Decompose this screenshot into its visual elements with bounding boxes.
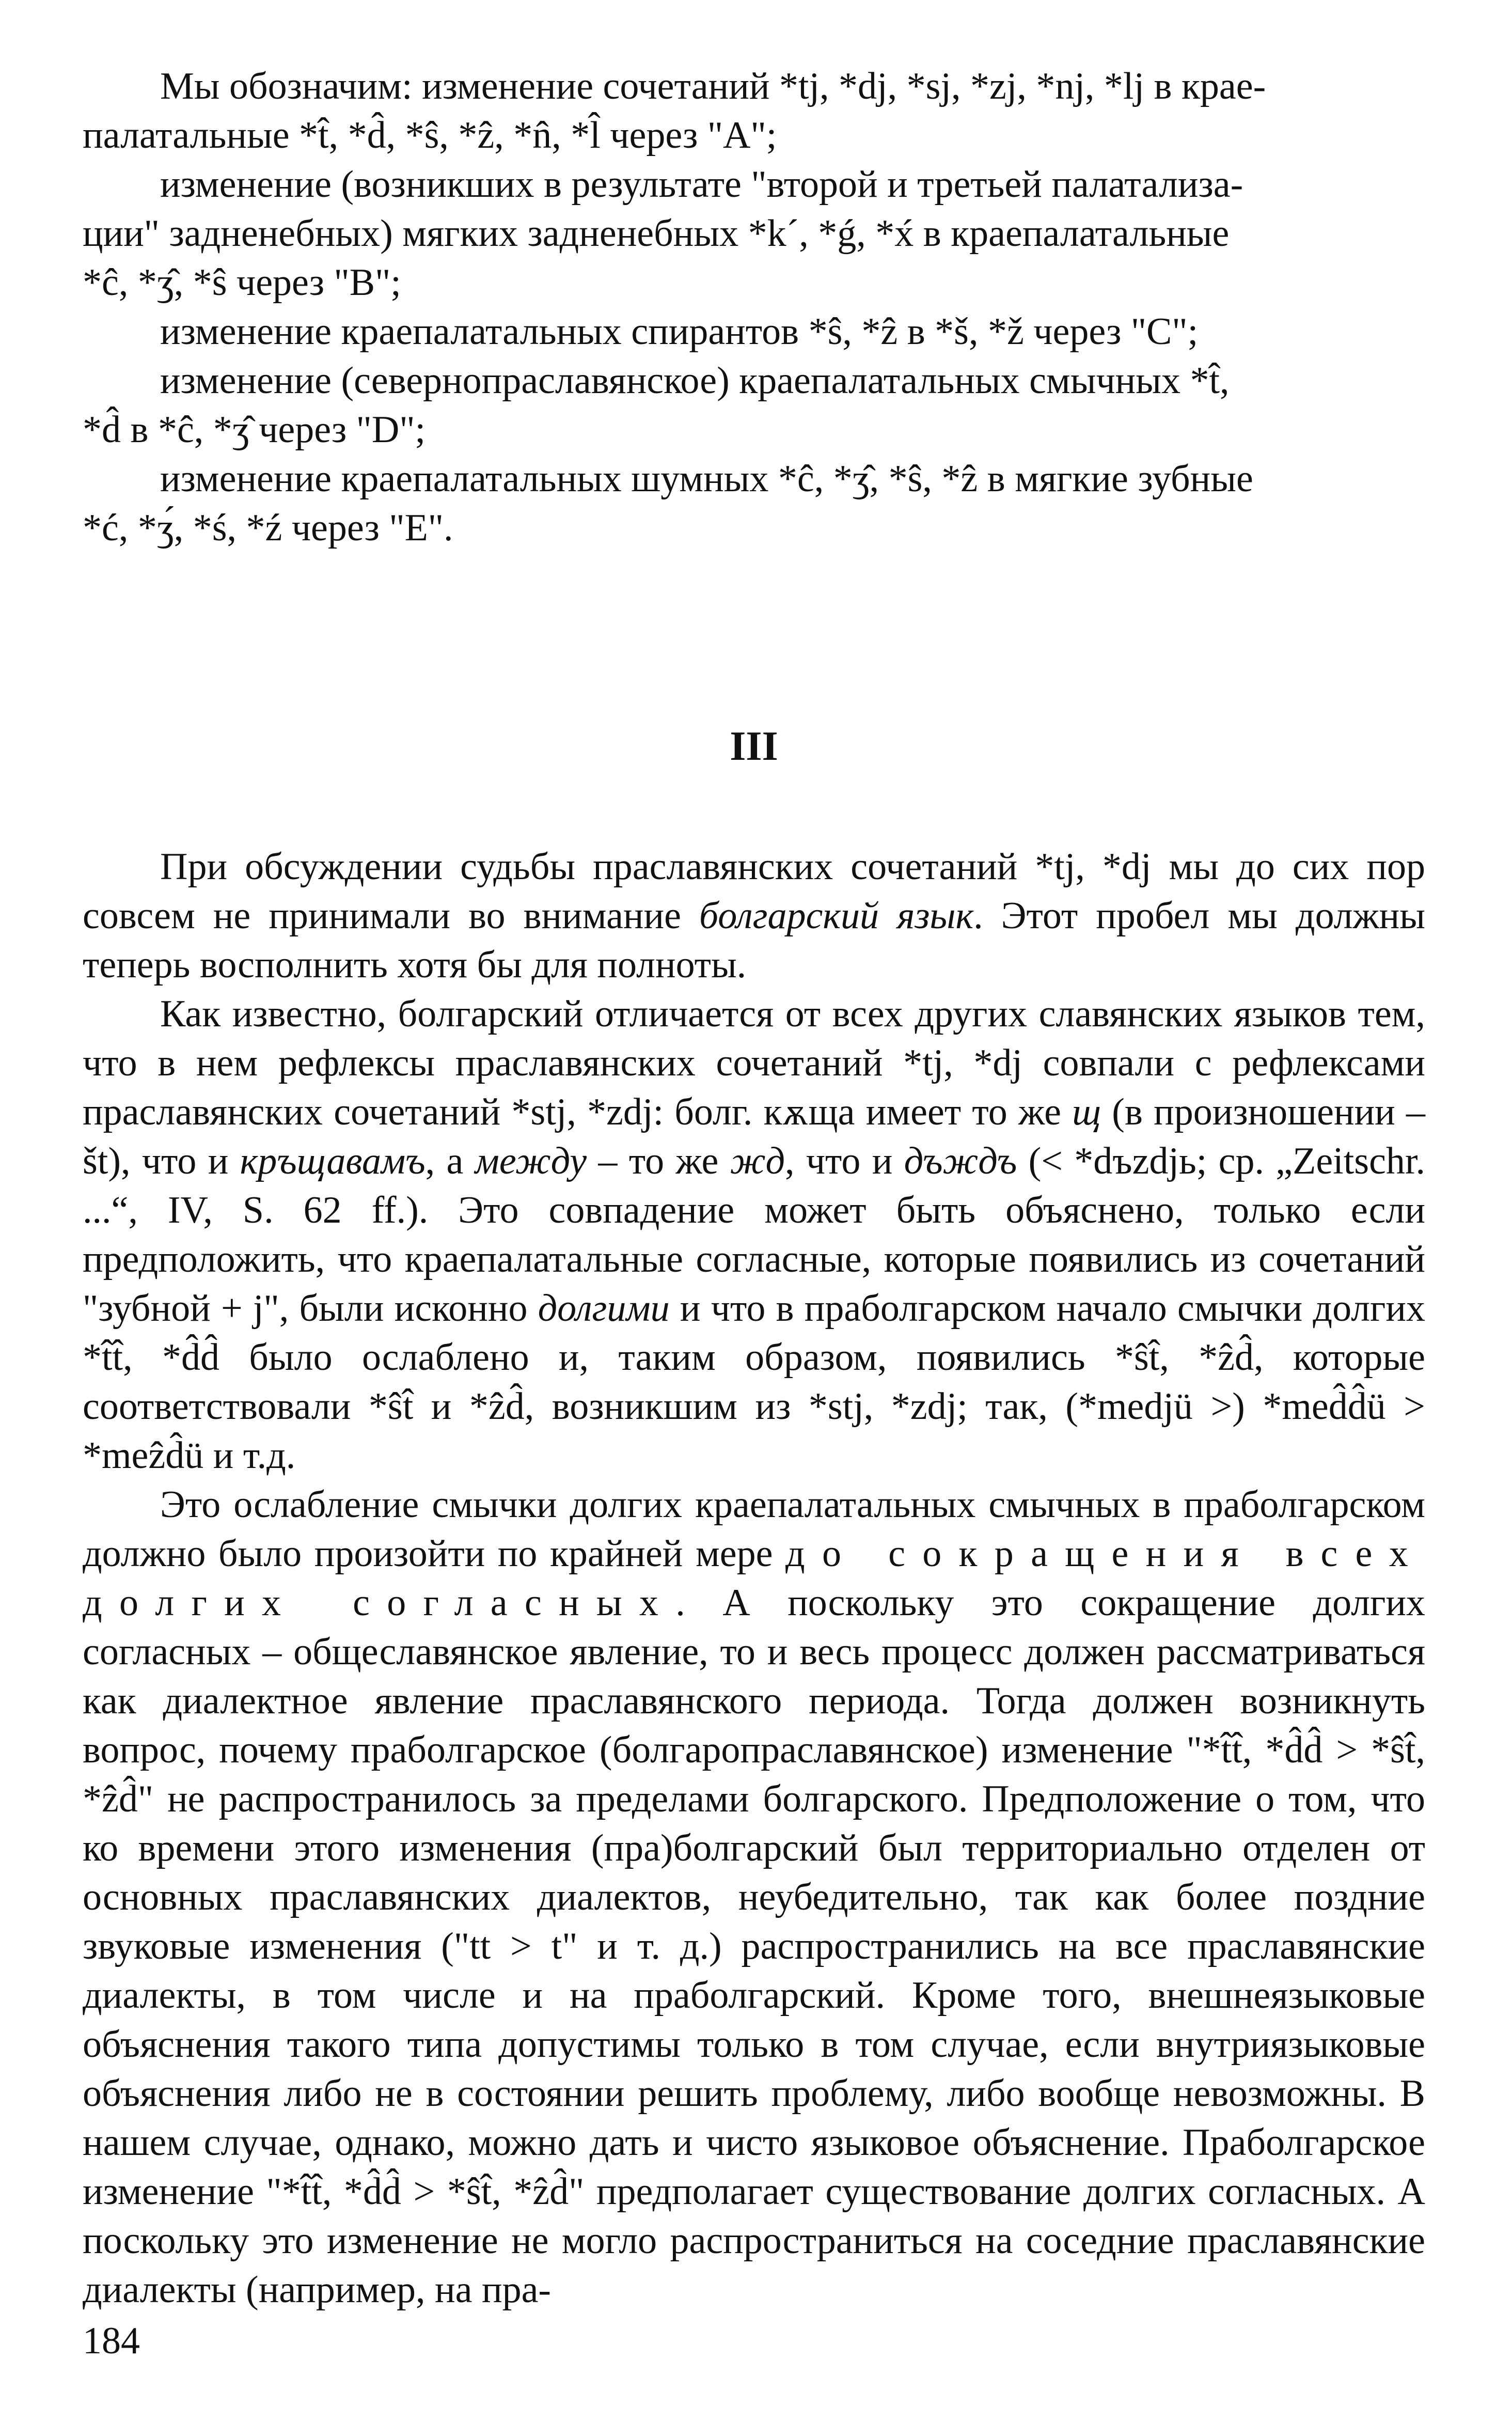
page-number: 184 <box>83 2320 140 2362</box>
paragraph-2-text-3: , а <box>425 1140 475 1182</box>
paragraph-2-text-1: Как известно, болгарский отличается от всех других славянских языков тем, что в нем рефлексы праславянских сочетаний *tj, *dj совпали с рефлексами праславянских сочетаний *stj, *zdj: болг. кѫща имеет то же <box>83 993 1425 1133</box>
intro-line-4: ции" задненебных) мягких задненебных *k´, *ǵ, *x́ в крaепалатальные <box>83 212 1230 255</box>
intro-line-7: изменение (севернопраславянское) краепалатальных смычных *t̂, <box>160 360 1230 402</box>
intro-line-2: палатальные *t̂, *d̂, *ŝ, *ẑ, *n̂, *l̂ через "A"; <box>83 114 777 157</box>
paragraph-2-text-4: – то же <box>587 1140 730 1182</box>
paragraph-1-text-2: . Этот пробел мы должны теперь восполнить хотя бы для полноты. <box>83 895 1425 986</box>
page-content <box>83 62 1425 2315</box>
paragraph-2-text-5: , что и <box>785 1140 904 1182</box>
paragraph-3-text-2: . А поскольку это сокращение долгих согласных – общеславянское явление, то и весь процесс должен рассматриваться как диалектное явление праславянского периода. Тогда должен возникнуть вопрос, почему праболгарское (болгаропраславянское) изменение "*t̂t̂, *d̂d̂ > *ŝt̂, *ẑd̂" не распространилось за пределами болгарского. Предположение о том, что ко времени этого изменения (пра)болгарский был территориально отделен от основных праславянских диалектов, неубедительно, так как более поздние звуковые изменения ("tt > t" и т. д.) распространились на все праславянские диалекты, в том числе и на праболгарский. Кроме того, внешнеязыковые объяснения такого типа допустимы только в том случае, если внутриязыковые объяснения либо не в состоянии решить проблему, либо вообще невозможны. В нашем случае, однако, можно дать и чисто языковое объяснение. Праболгарское изменение "*t̂t̂, *d̂d̂ > *ŝt̂, *ẑd̂" предполагает существование долгих согласных. А поскольку это изменение не могло распространиться на соседние праславянские диалекты (например, на пра- <box>83 1582 1425 2311</box>
paragraph-2-italic-3: между <box>475 1140 587 1182</box>
paragraph-2-italic-4: жд <box>730 1140 785 1182</box>
intro-line-9: изменение краепалатальных шумных *ĉ, *ʒ̂, *ŝ, *ẑ в мягкие зубные <box>160 458 1253 500</box>
intro-line-5: *ĉ, *ʒ̂, *ŝ через "B"; <box>83 261 401 304</box>
paragraph-2-text-2: (в произношении – št), что и <box>83 1091 1426 1182</box>
paragraph-1 <box>83 842 1425 990</box>
section-heading: III <box>730 724 778 769</box>
intro-line-10: *ć, *ʒ́, *ś, *ź через "E". <box>83 507 453 549</box>
paragraph-3-text-1: Это ослабление смычки долгих краепалатальных смычных в праболгарском должно было произойти по крайней мере <box>83 1483 1425 1575</box>
paragraph-2-italic-2: кръщавамъ <box>240 1140 426 1182</box>
paragraph-2-italic-1: щ <box>1072 1091 1101 1133</box>
paragraph-2-text-7: и что в праболгарском начало смычки долгих *t̂t̂, *d̂d̂ было ослаблено и, таким образом, появились *ŝt̂, *ẑd̂, которые соответствовали *ŝt̂ и *ẑd̂, возникшим из *stj, *zdj; так, (*medjü >) *med̂d̂ü > *meẑd̂ü и т.д. <box>83 1287 1425 1477</box>
paragraph-2-italic-5: дъждъ <box>904 1140 1017 1182</box>
intro-line-8: *d̂ в *ĉ, *ʒ̂ через "D"; <box>83 409 426 451</box>
paragraph-2-italic-6: долгими <box>538 1287 670 1330</box>
intro-line-1: Мы обозначим: изменение сочетаний *tj, *dj, *sj, *zj, *nj, *lj в крае- <box>160 65 1266 107</box>
paragraph-3-spaced-emphasis: до сокращения всех долгих согласных <box>83 1533 1425 1624</box>
paragraph-1-italic-1: болгарский язык <box>699 895 974 937</box>
paragraph-2 <box>83 990 1425 1480</box>
paragraph-2-text-6: (< *dъzdjь; ср. „Zeitschr. ...“, IV, S. 62 ff.). Это совпадение может быть объяснено, только если предположить, что краепалатальные согласные, которые появились из сочетаний "зубной + j", были исконно <box>83 1140 1425 1330</box>
intro-line-6: изменение краепалатальных спирантов *ŝ, *ẑ в *š, *ž через "C"; <box>160 310 1199 353</box>
intro-line-3: изменение (возникших в результате "второй и третьей палатализа- <box>160 163 1243 206</box>
paragraph-1-text-1: При обсуждении судьбы праславянских сочетаний *tj, *dj мы до сих пор совсем не принимали во внимание <box>83 846 1425 937</box>
paragraph-3 <box>83 1480 1425 2315</box>
intro-block <box>83 62 1425 553</box>
